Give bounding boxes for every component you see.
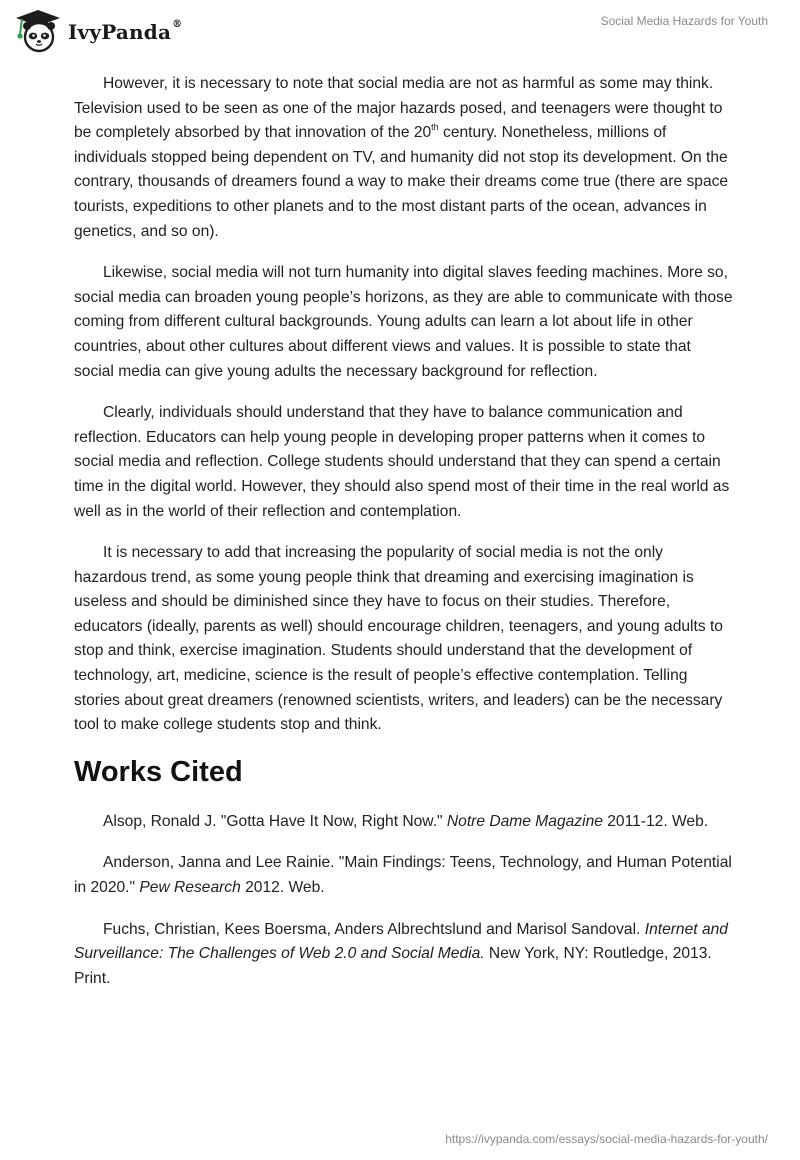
- paragraph-imagination: It is necessary to add that increasing the popularity of social media is not the only hazardous trend, as some young people think that dreaming and exercising imagination is useless and should be diminished since they have to focus on their studies. Therefore, educators (ideally, parents as well) should encourage children, teenagers, and young adults to stop and think, exercise imagination. Students should understand that the development of technology, art, medicine, science is the result of people’s effective contemplation. Telling stories about great dreamers (renowned scientists, writers, and leaders) can be the necessary tool to make college students stop and think.: [74, 544, 723, 734]
- citation-text: Fuchs, Christian, Kees Boersma, Anders Albrechtslund and Marisol Sandoval.: [103, 920, 645, 938]
- panda-graduate-icon: [14, 8, 62, 54]
- citation-source: Notre Dame Magazine: [446, 812, 603, 830]
- ordinal-superscript: th: [431, 122, 439, 132]
- document-title: Social Media Hazards for Youth: [600, 14, 768, 28]
- citation-text: Alsop, Ronald J. "Gotta Have It Now, Right Now.": [103, 812, 447, 830]
- registered-mark: ®: [172, 19, 183, 31]
- paragraph-text: However, it is necessary to note that social media are not as harmful as some may think. Television used to be seen as one of the major hazards posed, and teenagers were thought to be completely absorbed by that innovation of the 20: [74, 75, 723, 142]
- citation-text: Anderson, Janna and Lee Rainie. "Main Findings: Teens, Technology, and Human Potential in 2020.": [74, 854, 732, 897]
- citation-source: Pew Research: [139, 879, 241, 897]
- citation-alsop: [74, 810, 734, 835]
- citation-text: New York, NY: Routledge, 2013. Print.: [74, 945, 712, 987]
- paragraph-balance: Clearly, individuals should understand that they have to balance communication and reflection. Educators can help young people in developing proper patterns when it comes to social media and reflection. College students should understand that they can spend a certain time in the digital world. However, they should also spend most of their time in the real world as well as in the world of their reflection and contemplation.: [74, 404, 730, 520]
- paragraph-text: century. Nonetheless, millions of individuals stopped being dependent on TV, and humanity did not stop its development. On the contrary, thousands of dreamers found a way to make their dreams come true (there are space tourists, expeditions to other planets and to the most distant parts of the ocean, advances in genetics, and so on).: [74, 124, 729, 240]
- source-url-link[interactable]: https://ivypanda.com/essays/social-media-hazards-for-youth/: [445, 1132, 768, 1146]
- ivypanda-logo[interactable]: [14, 8, 182, 54]
- citation-anderson: [74, 851, 734, 900]
- page-header: [0, 0, 800, 62]
- citation-source: Internet and Surveillance: The Challenges of Web 2.0 and Social Media.: [74, 920, 728, 963]
- citation-text: 2011-12. Web.: [602, 812, 709, 830]
- citation-fuchs: [74, 918, 734, 992]
- citation-text: 2012. Web.: [240, 879, 325, 897]
- works-cited-heading: Works Cited: [74, 755, 243, 788]
- paragraph-horizons: Likewise, social media will not turn humanity into digital slaves feeding machines. More so, social media can broaden young people’s horizons, as they are able to communicate with those coming from different cultural backgrounds. Young adults can learn a lot about life in other countries, about other cultures about different views and values. It is possible to state that social media can give young adults the necessary background for reflection.: [74, 264, 733, 380]
- essay-body: [74, 72, 734, 1008]
- paragraph-television: [74, 72, 734, 244]
- brand-name: [68, 20, 182, 44]
- brand-text: IvyPanda: [68, 20, 172, 44]
